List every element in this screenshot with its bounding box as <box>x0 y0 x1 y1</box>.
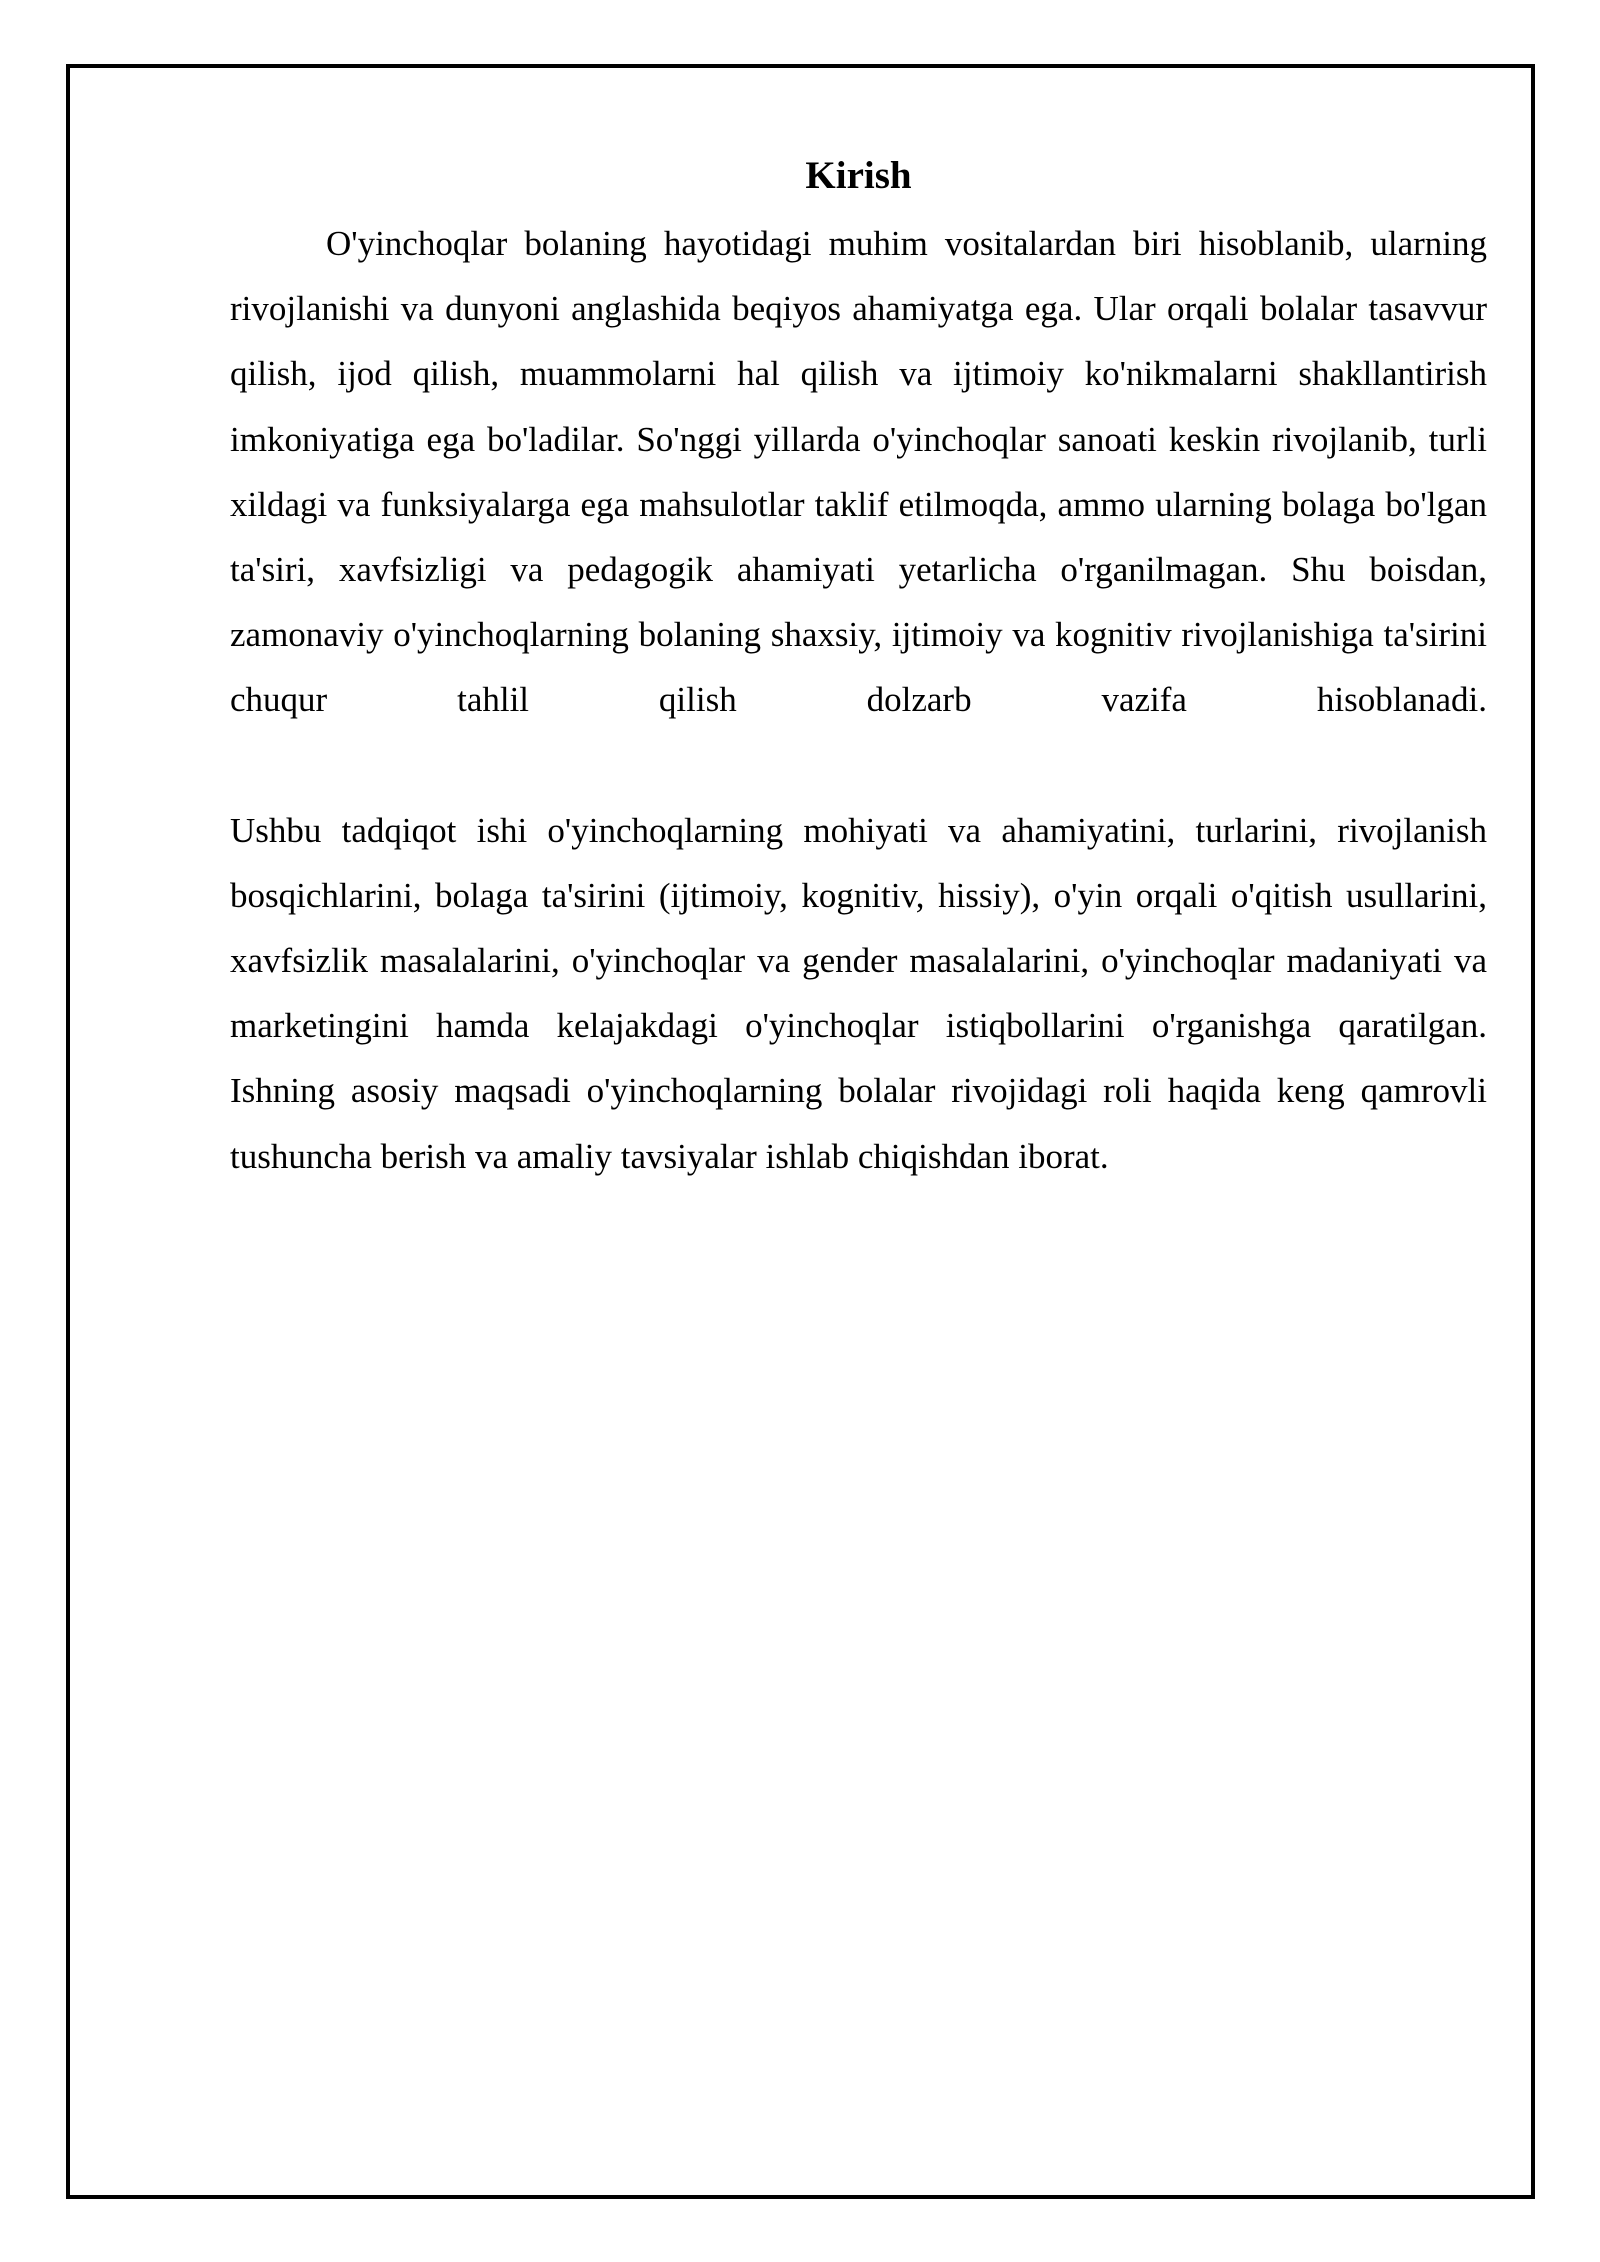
paragraph-introduction: O'yinchoqlar bolaning hayotidagi muhim vositalardan biri hisoblanib, ularning rivojlanishi va dunyoni anglashida beqiyos ahamiyatga ega. Ular orqali bolalar tasavvur qilish, ijod qilish, muammolarni hal qilish va ijtimoiy ko'nikmalarni shakllantirish imkoniyatiga ega bo'ladilar. So'nggi yillarda o'yinchoqlar sanoati keskin rivojlanib, turli xildagi va funksiyalarga ega mahsulotlar taklif etilmoqda, ammo ularning bolaga bo'lgan ta'siri, xavfsizligi va pedagogik ahamiyati yetarlicha o'rganilmagan. Shu boisdan, zamonaviy o'yinchoqlarning bolaning shaxsiy, ijtimoiy va kognitiv rivojlanishiga ta'sirini chuqur tahlil qilish dolzarb vazifa hisoblanadi. <box>230 224 1487 720</box>
document-title: Kirish <box>805 154 912 197</box>
document-body <box>230 148 1487 1189</box>
paragraph-spacer <box>230 733 1487 798</box>
paragraph-research-scope: Ushbu tadqiqot ishi o'yinchoqlarning mohiyati va ahamiyatini, turlarini, rivojlanish bosqichlarini, bolaga ta'sirini (ijtimoiy, kognitiv, hissiy), o'yin orqali o'qitish usullarini, xavfsizlik masalalarini, o'yinchoqlar va gender masalalarini, o'yinchoqlar madaniyati va marketingini hamda kelajakdagi o'yinchoqlar istiqbollarini o'rganishga qaratilgan. Ishning asosiy maqsadi o'yinchoqlarning bolalar rivojidagi roli haqida keng qamrovli tushuncha berish va amaliy tavsiyalar ishlab chiqishdan iborat. <box>230 810 1487 1176</box>
